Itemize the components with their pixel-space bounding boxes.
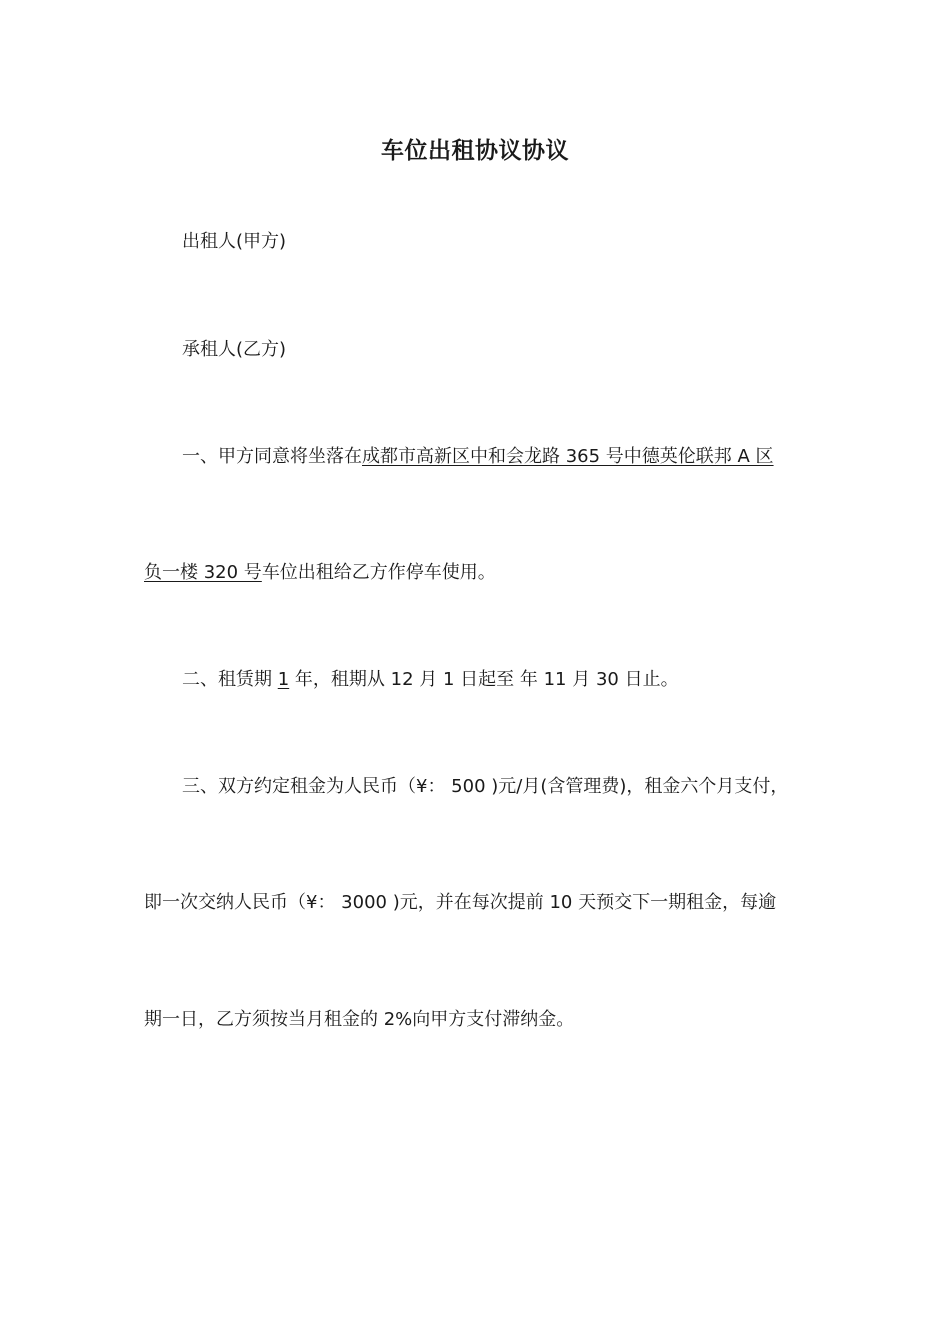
- clause-1-line-2: [144, 560, 834, 586]
- clause-2-suffix: 年，租期从 12 月 1 日起至 年 11 月 30 日止。: [289, 669, 679, 690]
- clause-2-line: [144, 667, 872, 693]
- lessee-label: 承租人(乙方): [182, 339, 287, 360]
- clause-1-line-1: [144, 444, 872, 470]
- lessor-label: 出租人(甲方): [182, 231, 287, 252]
- clause-1-suffix: 车位出租给乙方作停车使用。: [261, 562, 496, 583]
- clause-3-line-3: 期一日，乙方须按当月租金的 2%向甲方支付滞纳金。: [144, 1009, 575, 1030]
- clause-1-prefix: 一、甲方同意将坐落在: [182, 446, 362, 467]
- document-title: 车位出租协议协议: [381, 138, 569, 164]
- clause-2-prefix: 二、租赁期: [182, 669, 278, 690]
- clause-3-line-2: 即一次交纳人民币（¥： 3000 )元，并在每次提前 10 天预交下一期租金，每逾: [144, 892, 777, 913]
- clause-2-term: 1: [277, 669, 290, 690]
- clause-1-address-part-1: 成都市高新区中和会龙路 365 号中德英伦联邦 A 区: [362, 446, 774, 467]
- clause-1-address-part-2: 负一楼 320 号: [144, 562, 262, 583]
- clause-3-line-1: 三、双方约定租金为人民币（¥： 500 )元/月(含管理费)，租金六个月支付，: [182, 776, 789, 797]
